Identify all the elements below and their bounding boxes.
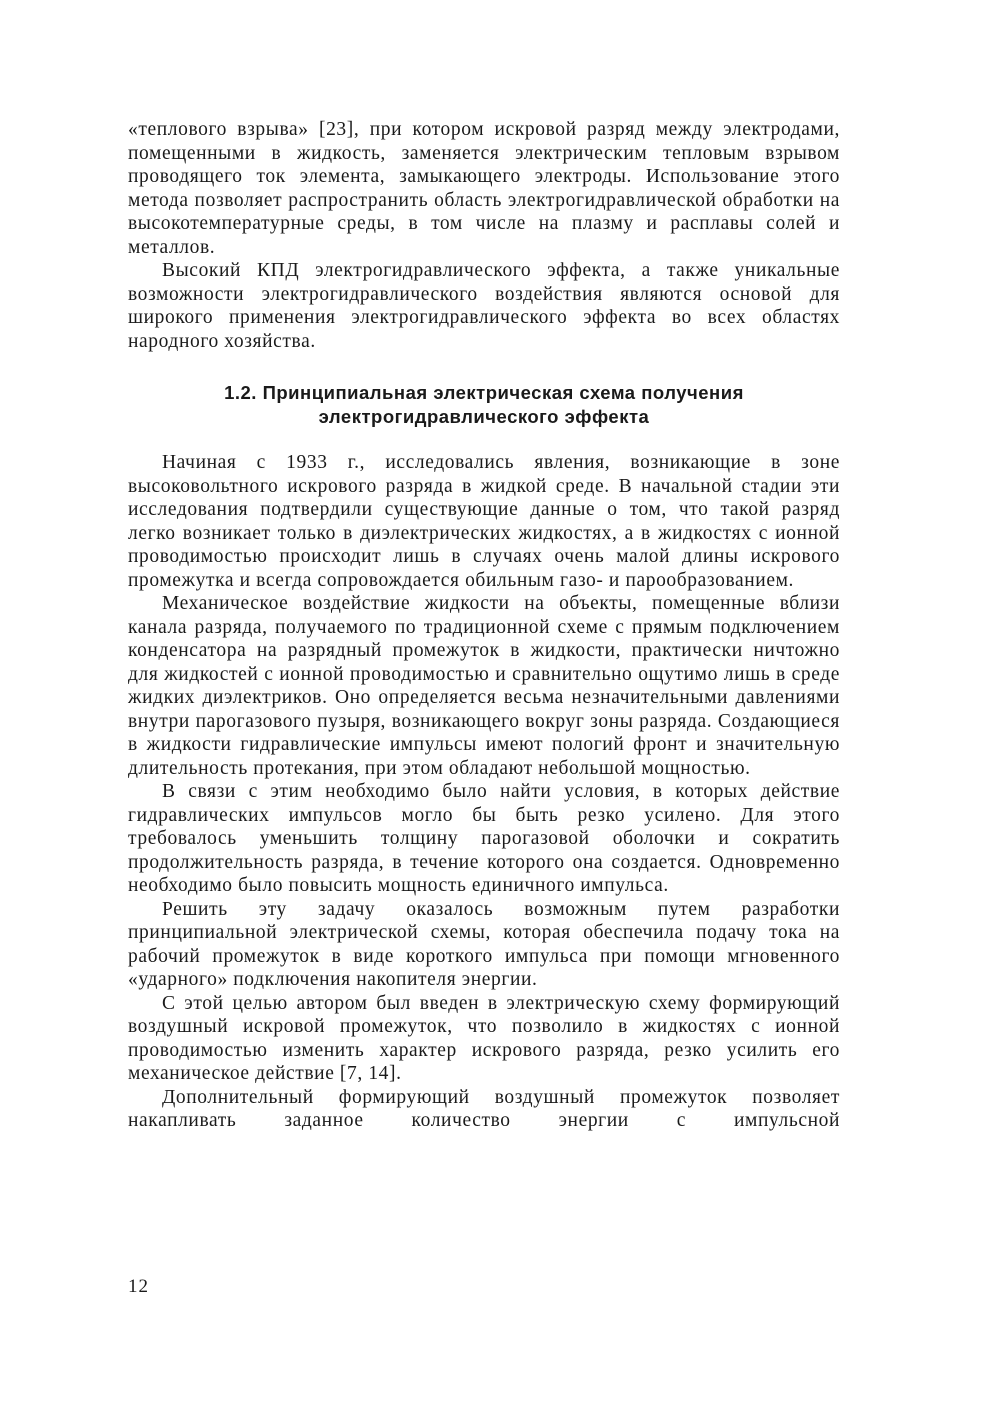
paragraph: Начиная с 1933 г., исследовались явления, возникающие в зоне высоковольтного искрового разряда в жидкой среде. В начальной стадии эти исследования подтвердили существующие данные о том, что такой разряд легко возникает только в диэлектрических жидкостях, а в жидкостях с ионной проводимостью происходит лишь в случаях очень малой длины искрового промежутка и всегда сопровождается обильным газо- и парообразованием.: [128, 452, 840, 591]
section-title-line-1: 1.2. Принципиальная электрическая схема получения: [224, 382, 744, 403]
section-heading: [128, 381, 840, 429]
page-body: [128, 118, 840, 1133]
paragraph: Высокий КПД электрогидравлического эффекта, а также уникальные возможности электрогидравлического воздействия являются основой для широкого применения электрогидравлического эффекта во всех областях народного хозяйства.: [128, 260, 840, 352]
page-number: 12: [128, 1276, 149, 1297]
paragraph: Дополнительный формирующий воздушный промежуток позволяет накапливать заданное количество энергии с импульсной: [128, 1086, 840, 1131]
paragraph: С этой целью автором был введен в электрическую схему формирующий воздушный искровой промежуток, что позволило в жидкостях с ионной проводимостью изменить характер искрового разряда, резко усилить его механическое действие [7, 14].: [128, 992, 840, 1084]
paragraph: Механическое воздействие жидкости на объекты, помещенные вблизи канала разряда, получаемого по традиционной схеме с прямым подключением конденсатора на разрядный промежуток в жидкости, практически ничтожно для жидкостей с ионной проводимостью и сравнительно ощутимо лишь в среде жидких диэлектриков. Оно определяется весьма незначительными давлениями внутри парогазового пузыря, возникающего вокруг зоны разряда. Создающиеся в жидкости гидравлические импульсы имеют пологий фронт и значительную длительность протекания, при этом обладают небольшой мощностью.: [128, 593, 840, 779]
paragraph: Решить эту задачу оказалось возможным путем разработки принципиальной электрической схемы, которая обеспечила подачу тока на рабочий промежуток в виде короткого импульса при помощи мгновенного «ударного» подключения накопителя энергии.: [128, 898, 840, 990]
paragraph: В связи с этим необходимо было найти условия, в которых действие гидравлических импульсов могло бы быть резко усилено. Для этого требовалось уменьшить толщину парогазовой оболочки и сократить продолжительность разряда, в течение которого она создается. Одновременно необходимо было повысить мощность единичного импульса.: [128, 781, 840, 896]
section-title-line-2: электрогидравлического эффекта: [318, 406, 650, 427]
paragraph: «теплового взрыва» [23], при котором искровой разряд между электродами, помещенными в жидкость, заменяется электрическим тепловым взрывом проводящего ток элемента, замыкающего электроды. Использование этого метода позволяет распространить область электрогидравлической обработки на высокотемпературные среды, в том числе на плазму и расплавы солей и металлов.: [128, 119, 840, 258]
